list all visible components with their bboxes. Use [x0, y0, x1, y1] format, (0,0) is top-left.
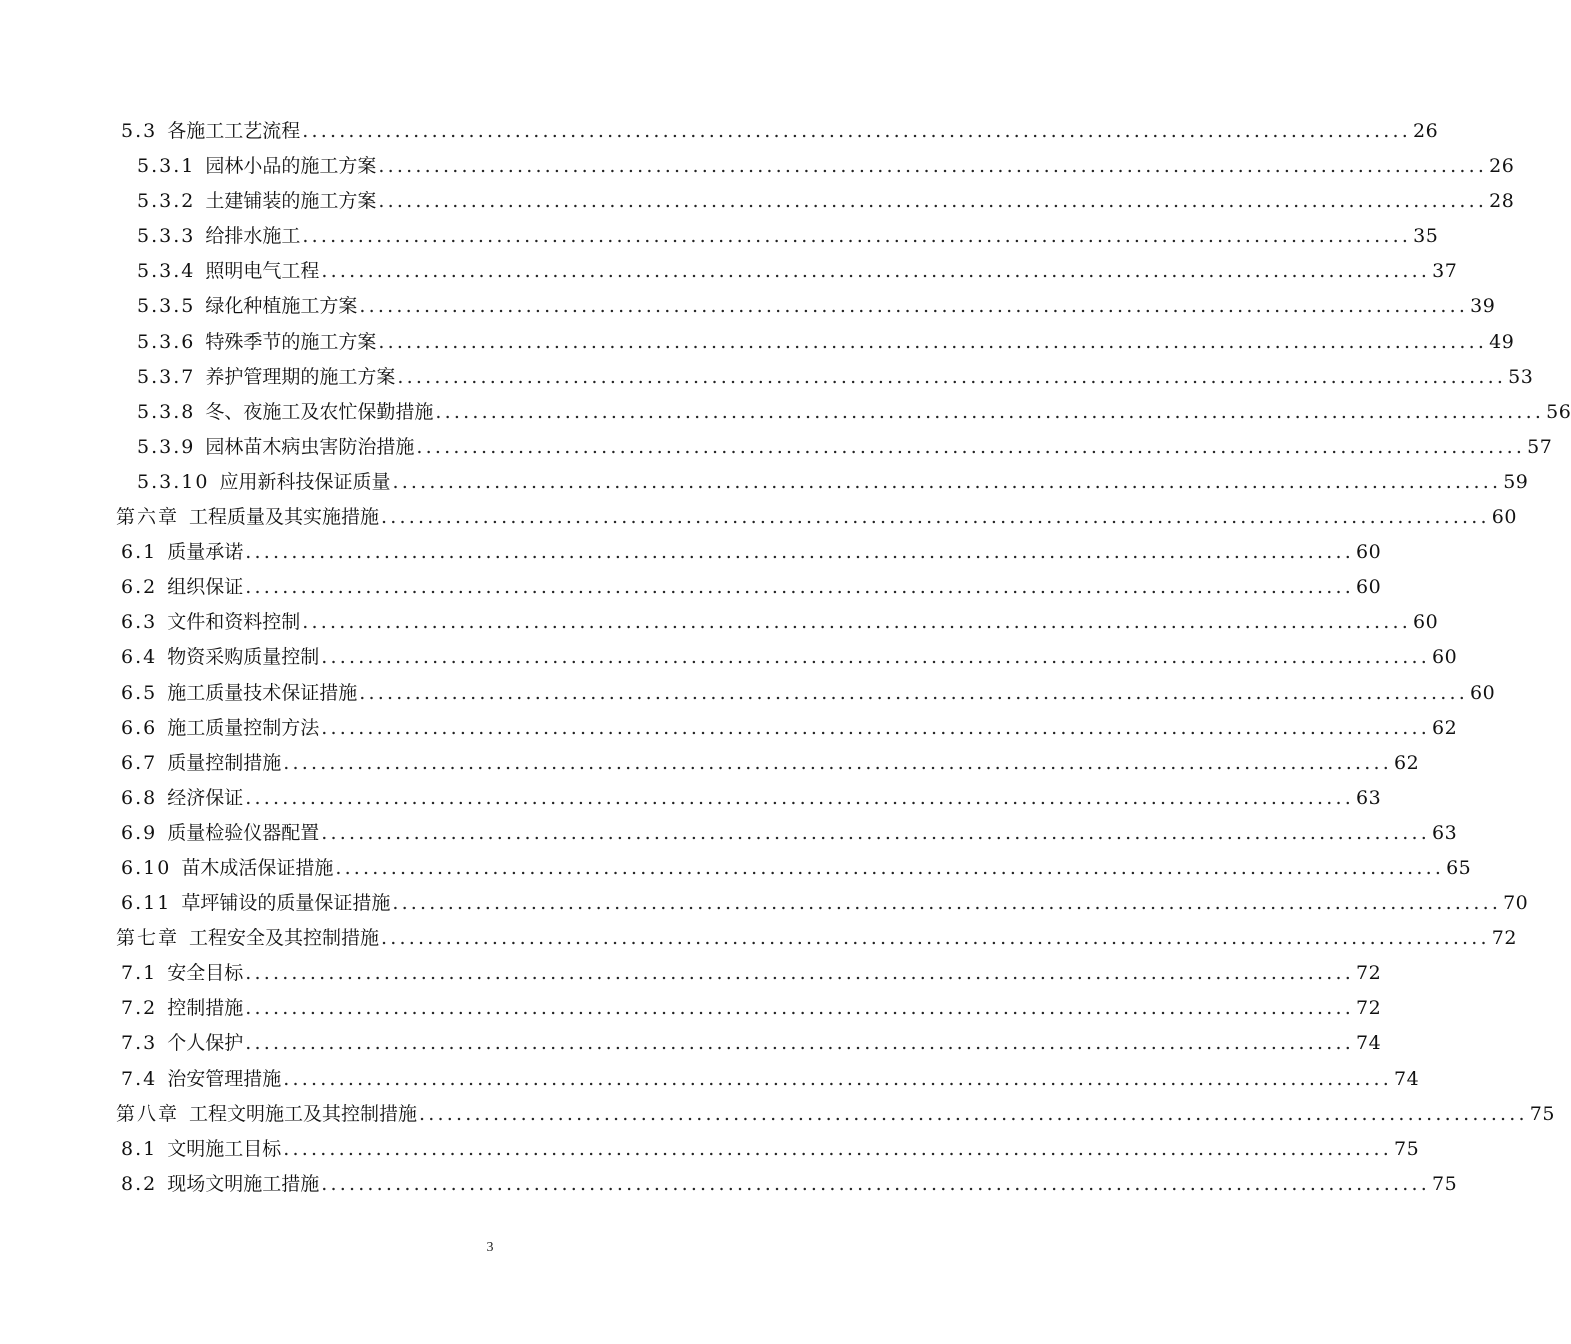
toc-entry-number: 7.3	[121, 1032, 158, 1055]
toc-dot-leader: ........................................................................................................................	[245, 576, 1354, 599]
toc-entry-number: 第八章	[116, 1102, 180, 1125]
toc-dot-leader: ........................................................................................................................	[381, 506, 1490, 529]
toc-entry-number: 6.11	[121, 892, 172, 915]
toc-entry-page: 60	[1355, 576, 1382, 599]
toc-entry-number: 7.1	[121, 962, 158, 985]
toc-entry-section	[121, 676, 1496, 711]
toc-entry-number: 6.10	[121, 856, 172, 879]
toc-entry-title: 苗木成活保证措施	[181, 856, 334, 879]
toc-entry-page: 26	[1412, 120, 1439, 142]
toc-dot-leader: ........................................................................................................................	[245, 1032, 1354, 1055]
toc-entry-sub	[137, 289, 1496, 324]
toc-dot-leader: ........................................................................................................................	[283, 1067, 1392, 1090]
toc-entry-title: 质量检验仪器配置	[167, 821, 320, 844]
toc-entry-page: 72	[1355, 962, 1382, 985]
toc-dot-leader: ........................................................................................................................	[321, 821, 1430, 844]
toc-entry-number: 5.3.10	[137, 470, 210, 493]
toc-entry-section	[121, 991, 1382, 1026]
toc-entry-number: 5.3	[121, 120, 158, 142]
toc-entry-sub	[137, 219, 1439, 254]
toc-entry-section	[121, 886, 1529, 921]
toc-dot-leader: ........................................................................................................................	[302, 611, 1411, 634]
toc-entry-title: 特殊季节的施工方案	[205, 330, 377, 353]
toc-entry-number: 5.3.5	[137, 295, 196, 318]
toc-dot-leader: ........................................................................................................................	[378, 155, 1488, 178]
toc-dot-leader: ........................................................................................................................	[283, 1137, 1392, 1160]
toc-entry-number: 7.4	[121, 1067, 158, 1090]
toc-entry-sub	[137, 254, 1458, 289]
toc-entry-page: 35	[1413, 225, 1439, 248]
toc-entry-sub	[137, 465, 1529, 500]
toc-entry-title: 物资采购质量控制	[167, 646, 320, 669]
toc-entry-chapter	[116, 921, 1517, 956]
toc-entry-section	[121, 851, 1472, 886]
toc-entry-title: 给排水施工	[205, 225, 301, 248]
toc-entry-number: 5.3.4	[137, 260, 196, 283]
toc-dot-leader: ........................................................................................................................	[392, 892, 1502, 915]
toc-entry-number: 8.2	[121, 1172, 158, 1195]
toc-entry-section	[121, 956, 1382, 991]
toc-dot-leader: ........................................................................................................................	[359, 295, 1469, 318]
toc-entry-page: 70	[1503, 892, 1529, 915]
toc-entry-page: 26	[1489, 155, 1515, 178]
toc-entry-number: 6.3	[121, 611, 158, 634]
toc-list	[0, 114, 1571, 1202]
toc-entry-number: 6.2	[121, 576, 158, 599]
toc-entry-page: 74	[1355, 1032, 1382, 1055]
toc-dot-leader: ........................................................................................................................	[321, 1172, 1430, 1195]
toc-entry-page: 59	[1503, 470, 1529, 493]
toc-entry-section	[121, 1026, 1382, 1061]
toc-dot-leader: ........................................................................................................................	[392, 470, 1502, 493]
toc-entry-page: 53	[1508, 365, 1534, 388]
toc-entry-page: 65	[1446, 856, 1472, 879]
toc-entry-title: 养护管理期的施工方案	[205, 365, 396, 388]
toc-entry-sub	[137, 430, 1553, 465]
toc-entry-page: 72	[1491, 927, 1517, 950]
toc-entry-number: 5.3.8	[137, 400, 196, 423]
toc-entry-title: 园林苗木病虫害防治措施	[205, 435, 415, 458]
toc-entry-title: 应用新科技保证质量	[219, 470, 391, 493]
toc-entry-page: 57	[1527, 435, 1553, 458]
toc-entry-title: 组织保证	[167, 576, 244, 599]
toc-dot-leader: ........................................................................................................................	[321, 260, 1431, 283]
toc-entry-sub	[137, 184, 1515, 219]
toc-entry-number: 6.1	[121, 541, 158, 564]
toc-entry-page: 75	[1431, 1172, 1458, 1195]
toc-entry-section	[121, 1132, 1420, 1167]
toc-entry-number: 6.8	[121, 786, 158, 809]
toc-dot-leader: ........................................................................................................................	[283, 751, 1392, 774]
toc-entry-number: 5.3.3	[137, 225, 196, 248]
toc-entry-sub	[137, 360, 1534, 395]
toc-entry-sub	[137, 149, 1515, 184]
toc-dot-leader: ........................................................................................................................	[381, 927, 1490, 950]
toc-dot-leader: ........................................................................................................................	[302, 120, 1411, 142]
toc-entry-number: 6.7	[121, 751, 158, 774]
toc-entry-section	[121, 640, 1458, 675]
toc-dot-leader: ........................................................................................................................	[245, 997, 1354, 1020]
toc-entry-section	[121, 535, 1382, 570]
toc-entry-number: 8.1	[121, 1137, 158, 1160]
toc-entry-page: 72	[1355, 997, 1382, 1020]
toc-entry-number: 6.4	[121, 646, 158, 669]
toc-entry-title: 照明电气工程	[205, 260, 320, 283]
toc-entry-title: 质量控制措施	[167, 751, 282, 774]
toc-entry-section	[121, 570, 1382, 605]
toc-entry-page: 62	[1393, 751, 1420, 774]
toc-entry-section	[121, 781, 1382, 816]
toc-entry-title: 草坪铺设的质量保证措施	[181, 892, 391, 915]
toc-entry-title: 冬、夜施工及农忙保勤措施	[205, 400, 434, 423]
toc-entry-title: 文明施工目标	[167, 1137, 282, 1160]
toc-entry-page: 56	[1546, 400, 1571, 423]
toc-entry-number: 6.9	[121, 821, 158, 844]
toc-entry-section	[121, 746, 1420, 781]
toc-entry-section	[121, 1062, 1420, 1097]
toc-entry-title: 各施工工艺流程	[167, 120, 301, 142]
toc-entry-page: 62	[1431, 716, 1458, 739]
toc-dot-leader: ........................................................................................................................	[359, 681, 1468, 704]
toc-entry-title: 工程安全及其控制措施	[189, 927, 380, 950]
toc-entry-section	[121, 1167, 1458, 1202]
toc-entry-page: 75	[1529, 1102, 1555, 1125]
toc-entry-number: 第七章	[116, 927, 180, 950]
toc-dot-leader: ........................................................................................................................	[378, 330, 1488, 353]
toc-dot-leader: ........................................................................................................................	[378, 190, 1488, 213]
toc-entry-title: 工程文明施工及其控制措施	[189, 1102, 418, 1125]
toc-entry-chapter	[116, 500, 1517, 535]
toc-dot-leader: ........................................................................................................................	[245, 962, 1354, 985]
toc-entry-section	[121, 114, 1439, 149]
toc-entry-title: 控制措施	[167, 997, 244, 1020]
toc-entry-section	[121, 605, 1439, 640]
toc-entry-number: 7.2	[121, 997, 158, 1020]
toc-dot-leader: ........................................................................................................................	[245, 541, 1354, 564]
toc-entry-page: 37	[1432, 260, 1458, 283]
toc-entry-page: 60	[1355, 541, 1382, 564]
toc-dot-leader: ........................................................................................................................	[397, 365, 1507, 388]
toc-dot-leader: ........................................................................................................................	[302, 225, 1412, 248]
toc-entry-chapter	[116, 1097, 1555, 1132]
toc-entry-section	[121, 816, 1458, 851]
toc-entry-page: 74	[1393, 1067, 1420, 1090]
toc-entry-title: 质量承诺	[167, 541, 244, 564]
toc-entry-number: 5.3.2	[137, 190, 196, 213]
toc-entry-number: 5.3.1	[137, 155, 196, 178]
toc-dot-leader: ........................................................................................................................	[245, 786, 1354, 809]
toc-entry-title: 安全目标	[167, 962, 244, 985]
toc-entry-title: 工程质量及其实施措施	[189, 506, 380, 529]
toc-entry-page: 60	[1469, 681, 1496, 704]
toc-entry-page: 49	[1489, 330, 1515, 353]
toc-dot-leader: ........................................................................................................................	[416, 435, 1526, 458]
toc-entry-page: 75	[1393, 1137, 1420, 1160]
toc-entry-title: 园林小品的施工方案	[205, 155, 377, 178]
toc-entry-page: 60	[1491, 506, 1517, 529]
toc-entry-title: 治安管理措施	[167, 1067, 282, 1090]
toc-entry-number: 第六章	[116, 506, 180, 529]
toc-entry-page: 60	[1412, 611, 1439, 634]
toc-entry-page: 63	[1431, 821, 1458, 844]
toc-entry-page: 39	[1470, 295, 1496, 318]
toc-dot-leader: ........................................................................................................................	[335, 856, 1445, 879]
toc-entry-number: 5.3.9	[137, 435, 196, 458]
toc-entry-title: 经济保证	[167, 786, 244, 809]
toc-entry-title: 现场文明施工措施	[167, 1172, 320, 1195]
toc-dot-leader: ........................................................................................................................	[435, 400, 1545, 423]
toc-dot-leader: ........................................................................................................................	[321, 716, 1430, 739]
toc-entry-title: 施工质量技术保证措施	[167, 681, 358, 704]
page-number: 3	[486, 1240, 494, 1255]
table-of-contents	[0, 114, 1571, 1202]
toc-dot-leader: ........................................................................................................................	[321, 646, 1430, 669]
toc-entry-sub	[137, 395, 1571, 430]
toc-entry-page: 28	[1489, 190, 1515, 213]
toc-entry-number: 5.3.7	[137, 365, 196, 388]
toc-entry-title: 文件和资料控制	[167, 611, 301, 634]
toc-dot-leader: ........................................................................................................................	[419, 1102, 1528, 1125]
toc-entry-title: 个人保护	[167, 1032, 244, 1055]
toc-entry-sub	[137, 325, 1515, 360]
toc-entry-title: 绿化种植施工方案	[205, 295, 358, 318]
toc-entry-page: 63	[1355, 786, 1382, 809]
toc-entry-section	[121, 711, 1458, 746]
toc-entry-page: 60	[1431, 646, 1458, 669]
toc-entry-number: 6.6	[121, 716, 158, 739]
toc-entry-title: 土建铺装的施工方案	[205, 190, 377, 213]
toc-entry-number: 5.3.6	[137, 330, 196, 353]
toc-entry-number: 6.5	[121, 681, 158, 704]
toc-entry-title: 施工质量控制方法	[167, 716, 320, 739]
